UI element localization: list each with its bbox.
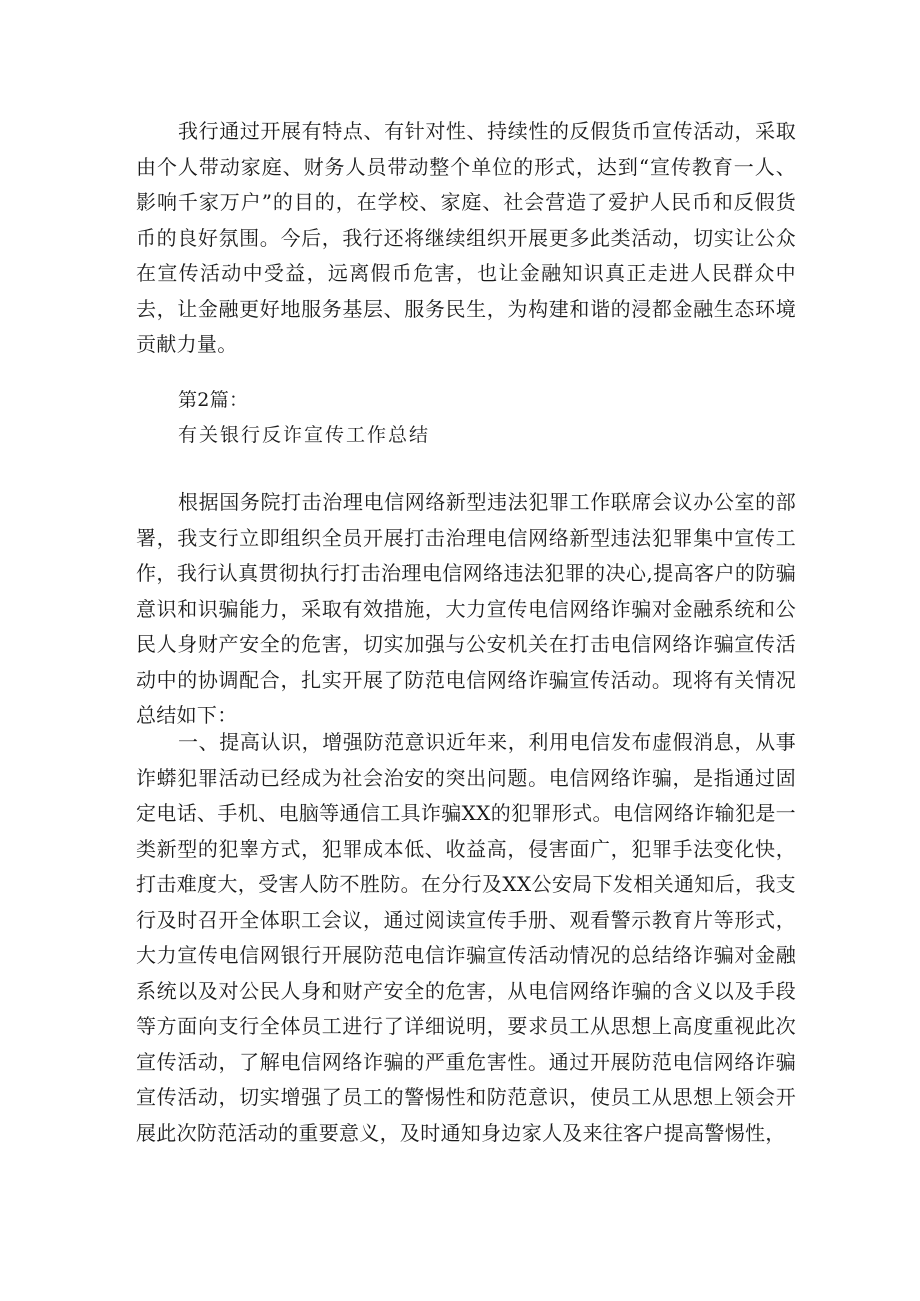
- section-title: 有关银行反诈宣传工作总结: [178, 424, 431, 446]
- body-paragraph-1: 我行通过开展有特点、有针对性、持续性的反假货币宣传活动，采取由个人带动家庭、财务人员带动整个单位的形式，达到“宣传教育一人、影响千家万户”的目的，在学校、家庭、社会营造了爱护人民币和反假货币的良好氛围。今后，我行还将继续组织开展更多此类活动，切实让公众在宣传活动中受益，远离假币危害，也让金融知识真正走进人民群众中去，让金融更好地服务基层、服务民生，为构建和谐的浸都金融生态环境贡献力量。: [136, 119, 796, 356]
- part-label: 第2篇：: [178, 389, 249, 411]
- body-paragraph-2: 根据国务院打击治理电信网络新型违法犯罪工作联席会议办公室的部署，我支行立即组织全员开展打击治理电信网络新型违法犯罪集中宣传工作，我行认真贯彻执行打击治理电信网络违法犯罪的决心,提高客户的防骗意识和识骗能力，采取有效措施，大力宣传电信网络诈骗对金融系统和公民人身财产安全的危害，切实加强与公安机关在打击电信网络诈骗宣传活动中的协调配合，扎实开展了防范电信网络诈骗宣传活动。现将有关情况总结如下：: [136, 490, 796, 727]
- body-paragraph-3: 一、提高认识，增强防范意识近年来，利用电信发布虚假消息，从事诈蟒犯罪活动已经成为社会治安的突出问题。电信网络诈骗，是指通过固定电话、手机、电脑等通信工具诈骗XX的犯罪形式。电信网络诈输犯是一类新型的犯睾方式，犯罪成本低、收益高，侵害面广，犯罪手法变化快，打击难度大，受害人防不胜防。在分行及XX公安局下发相关通知后，我支行及时召开全体职工会议，通过阅读宣传手册、观看警示教育片等形式，大力宣传电信网银行开展防范电信诈骗宣传活动情况的总结络诈骗对金融系统以及对公民人身和财产安全的危害，从电信网络诈骗的含义以及手段等方面向支行全体员工进行了详细说明，要求员工从思想上高度重视此次宣传活动，了解电信网络诈骗的严重危害性。通过开展防范电信网络诈骗宣传活动，切实增强了员工的警惕性和防范意识，使员工从思想上领会开展此次防范活动的重要意义，及时通知身边家人及来往客户提高警惕性，: [136, 730, 796, 1145]
